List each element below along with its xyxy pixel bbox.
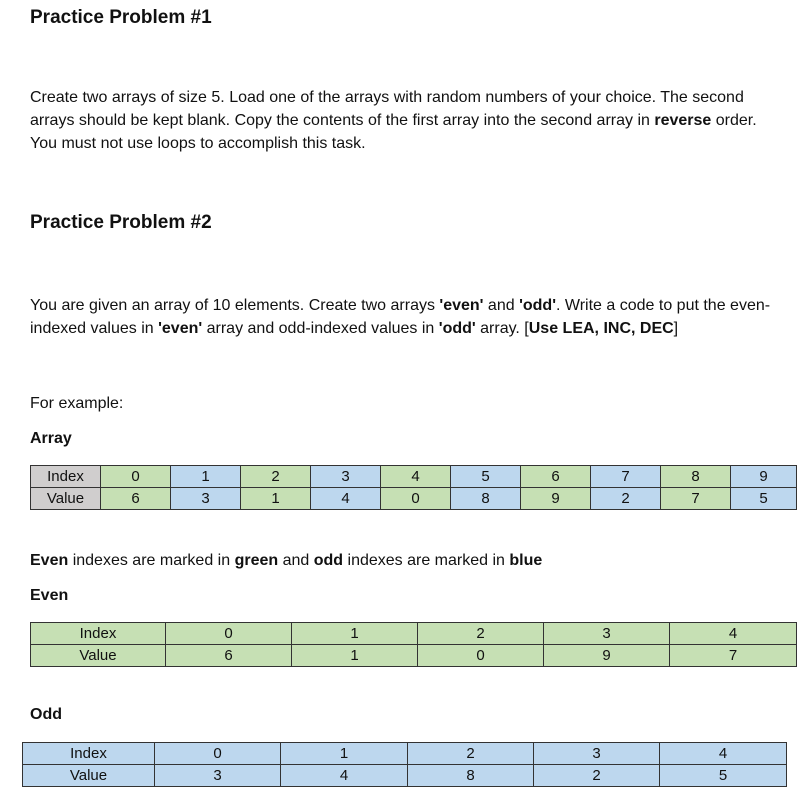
even-index-row [31, 623, 797, 645]
array-value-row [31, 488, 797, 510]
array-table [30, 465, 797, 510]
array-index-cell: 2 [241, 466, 311, 488]
even-table [30, 622, 797, 667]
odd-value-cell: 2 [534, 765, 660, 787]
even-value-cell: 9 [544, 645, 670, 667]
even-value-cell: 6 [166, 645, 292, 667]
array-index-cell: 0 [101, 466, 171, 488]
odd-index-cell: 2 [408, 743, 534, 765]
array-value-header: Value [31, 488, 101, 510]
even-value-cell: 0 [418, 645, 544, 667]
odd-value-cell: 4 [281, 765, 408, 787]
even-index-cell: 2 [418, 623, 544, 645]
even-index-header: Index [31, 623, 166, 645]
problem-2-line-1: You are given an array of 10 elements. Create two arrays 'even' and 'odd'. Write a code to put the even- [30, 297, 771, 314]
even-index-cell: 0 [166, 623, 292, 645]
problem-1-line-2: arrays should be kept blank. Copy the contents of the first array into the second array in reverse order. [30, 112, 757, 129]
array-index-cell: 5 [451, 466, 521, 488]
odd-label: Odd [30, 706, 62, 723]
even-value-cell: 7 [670, 645, 797, 667]
odd-value-cell: 8 [408, 765, 534, 787]
even-value-cell: 1 [292, 645, 418, 667]
problem-1-text [30, 86, 757, 155]
array-value-cell: 0 [381, 488, 451, 510]
array-value-cell: 3 [171, 488, 241, 510]
odd-index-cell: 3 [534, 743, 660, 765]
array-index-cell: 4 [381, 466, 451, 488]
array-value-cell: 8 [451, 488, 521, 510]
array-index-cell: 9 [731, 466, 797, 488]
array-index-cell: 6 [521, 466, 591, 488]
odd-value-cell: 5 [660, 765, 787, 787]
array-value-cell: 7 [661, 488, 731, 510]
array-value-cell: 4 [311, 488, 381, 510]
problem-2-title: Practice Problem #2 [30, 212, 212, 233]
odd-value-header: Value [23, 765, 155, 787]
odd-value-row [23, 765, 787, 787]
odd-index-row [23, 743, 787, 765]
odd-index-cell: 1 [281, 743, 408, 765]
array-label: Array [30, 430, 72, 447]
even-index-cell: 1 [292, 623, 418, 645]
example-label: For example: [30, 395, 124, 412]
array-value-cell: 9 [521, 488, 591, 510]
array-index-cell: 7 [591, 466, 661, 488]
problem-1-title: Practice Problem #1 [30, 7, 212, 28]
problem-1-line-3: You must not use loops to accomplish this task. [30, 135, 366, 152]
array-index-cell: 8 [661, 466, 731, 488]
problem-2-text [30, 294, 770, 340]
odd-index-cell: 4 [660, 743, 787, 765]
array-value-cell: 2 [591, 488, 661, 510]
array-index-cell: 1 [171, 466, 241, 488]
array-index-row [31, 466, 797, 488]
odd-table [22, 742, 787, 787]
odd-value-cell: 3 [155, 765, 281, 787]
array-value-cell: 1 [241, 488, 311, 510]
odd-index-header: Index [23, 743, 155, 765]
even-index-cell: 3 [544, 623, 670, 645]
problem-2-line-2: indexed values in 'even' array and odd-indexed values in 'odd' array. [Use LEA, INC, DEC] [30, 320, 679, 337]
even-value-row [31, 645, 797, 667]
color-note: Even indexes are marked in green and odd indexes are marked in blue [30, 552, 543, 569]
array-value-cell: 6 [101, 488, 171, 510]
odd-index-cell: 0 [155, 743, 281, 765]
array-index-header: Index [31, 466, 101, 488]
problem-1-line-1: Create two arrays of size 5. Load one of the arrays with random numbers of your choice. The second [30, 89, 744, 106]
array-value-cell: 5 [731, 488, 797, 510]
even-value-header: Value [31, 645, 166, 667]
even-index-cell: 4 [670, 623, 797, 645]
even-label: Even [30, 587, 69, 604]
array-index-cell: 3 [311, 466, 381, 488]
